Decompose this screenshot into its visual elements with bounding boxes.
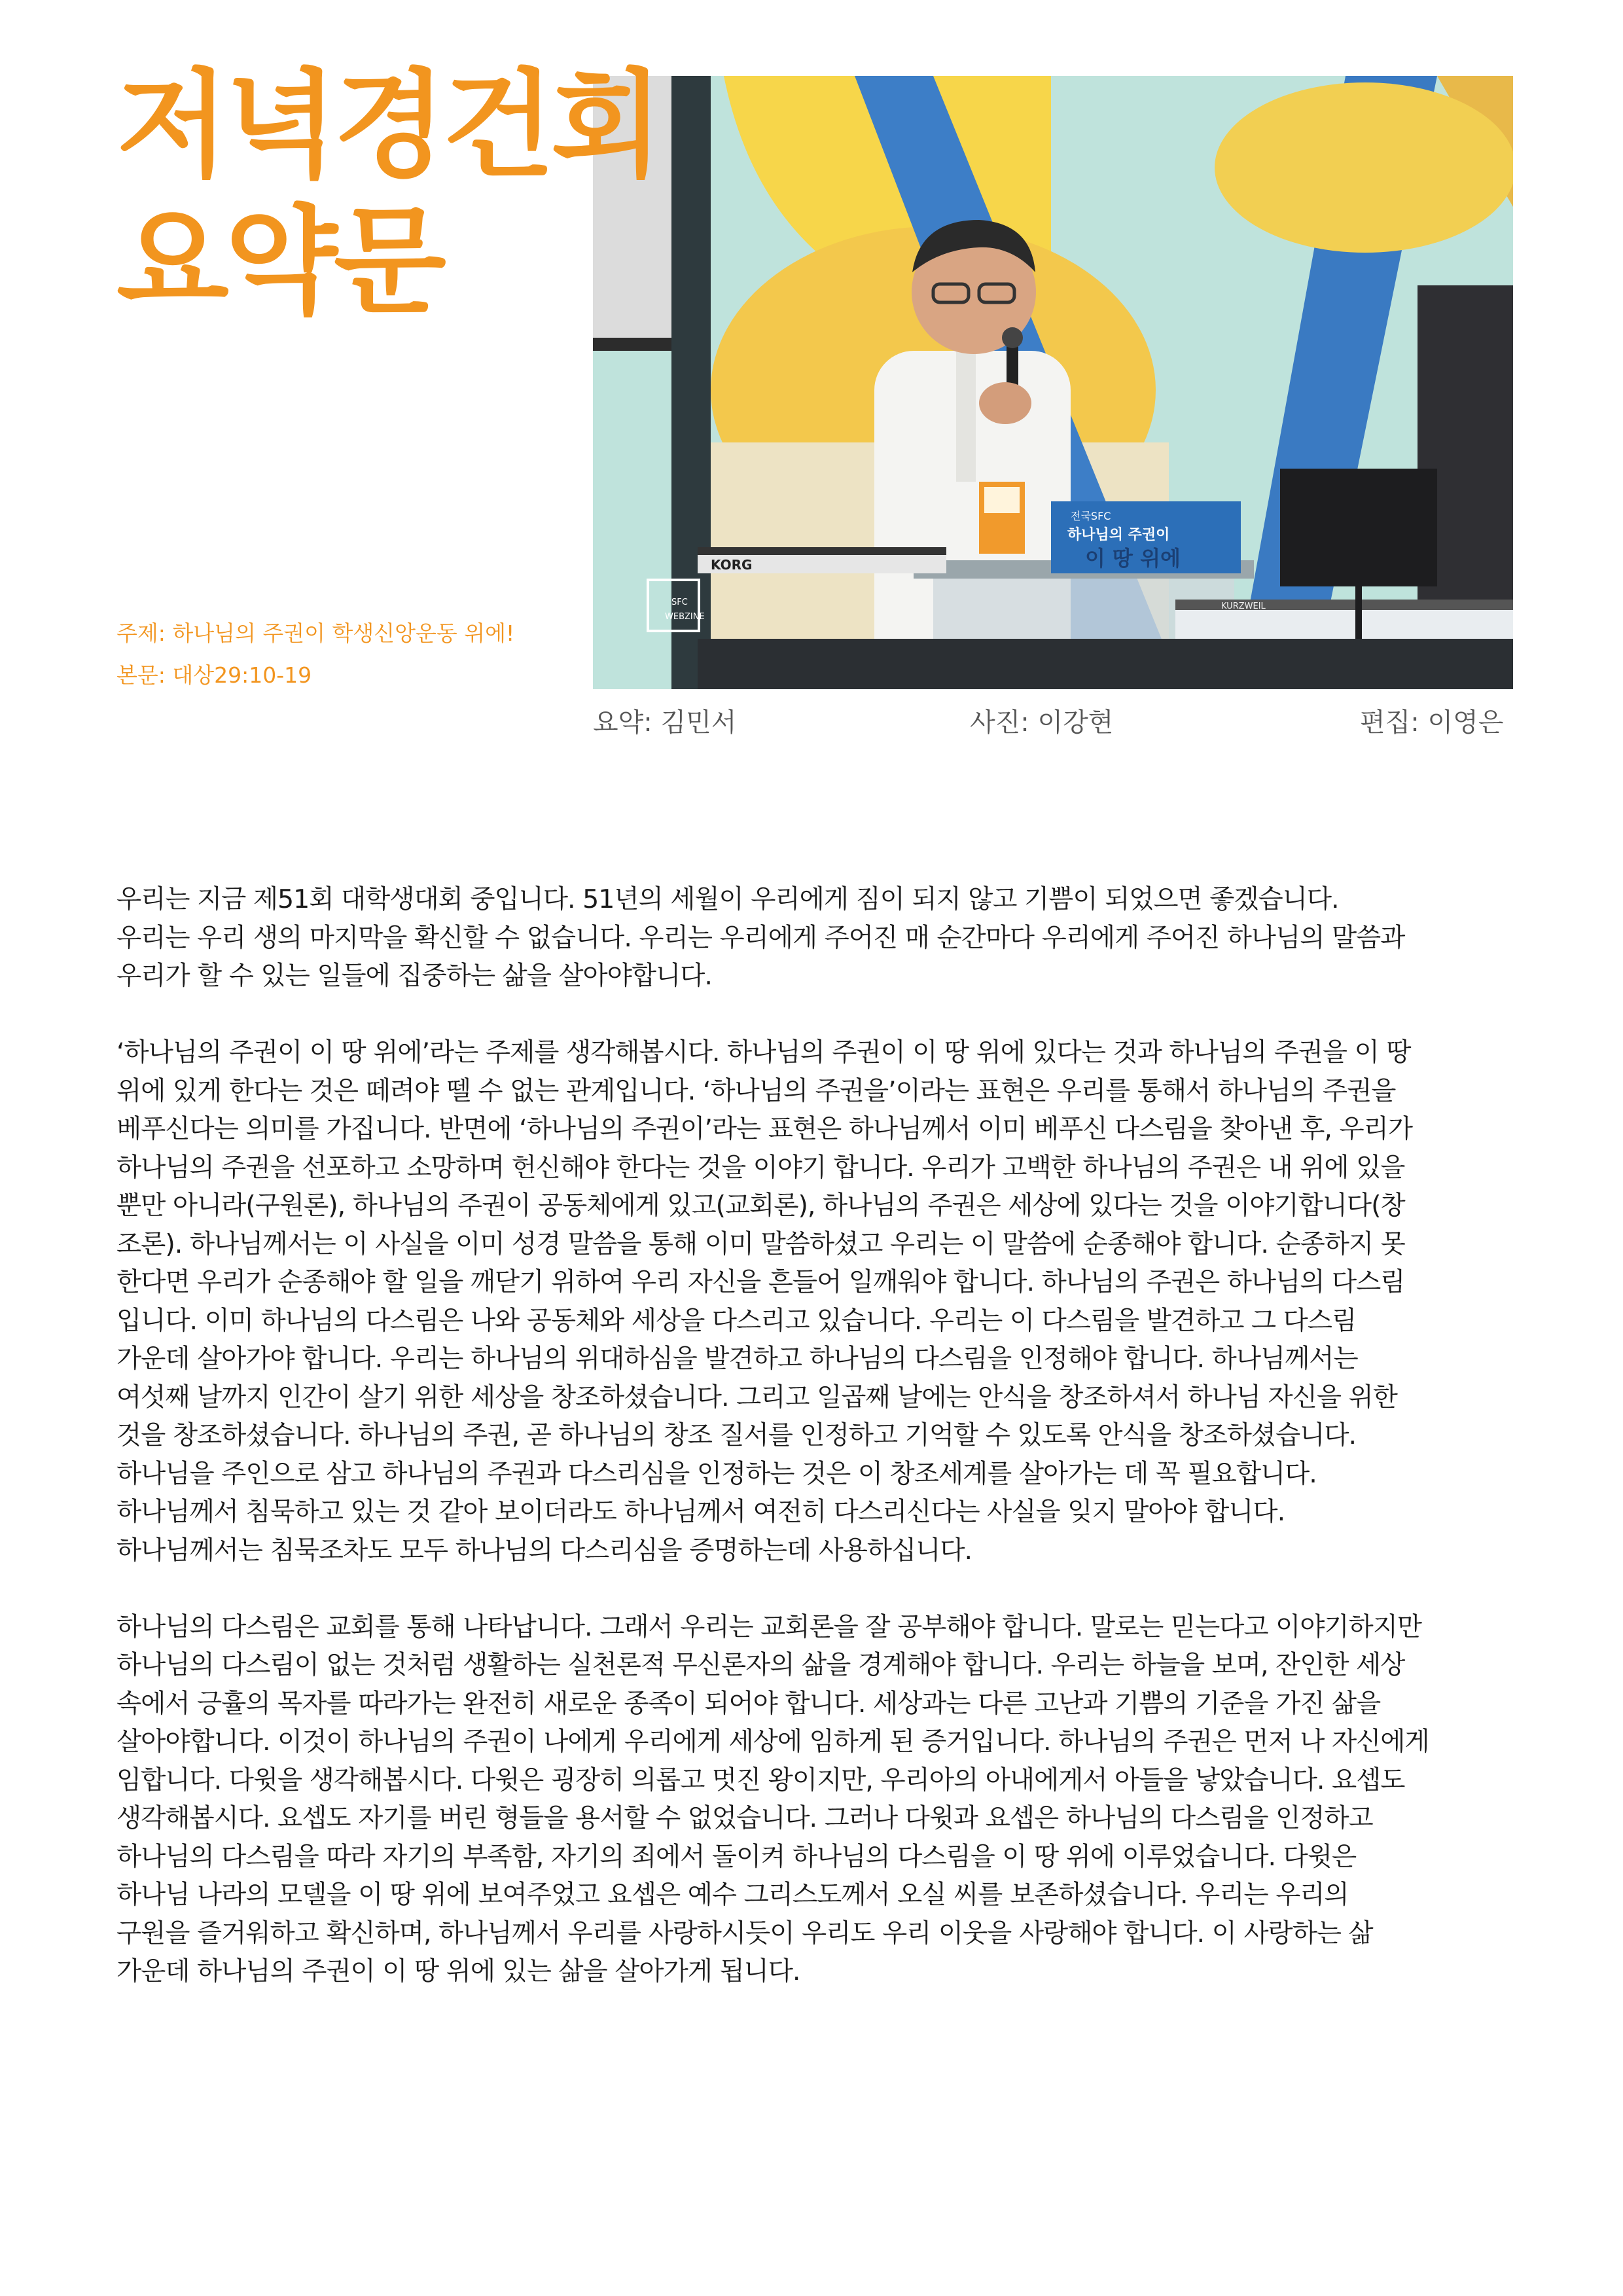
credit-editor: 편집: 이영은 [1360, 708, 1504, 738]
title-line-1: 저녁경건회 [116, 58, 660, 193]
paragraph-1: 우리는 지금 제51회 대학생대회 중입니다. 51년의 세월이 우리에게 짐이 되지 않고 기쁨이 되었으면 좋겠습니다. 우리는 우리 생의 마지막을 확신할 수 없습니다. 우리는 우리에게 주어진 매 순간마다 우리에게 주어진 하나님의 말씀과 우리가 할 수 있는 일들에 집중하는 삶을 살아야합니다. [116, 884, 1405, 991]
article-body [116, 880, 1517, 2029]
scripture-line: 본문: 대상29:10-19 [116, 662, 312, 688]
title-line-2: 요약문 [116, 194, 442, 329]
banner-line-2: 이 땅 위에 [1085, 546, 1181, 571]
keyboard-brand-korg: KORG [711, 557, 753, 573]
logo-text-sfc: SFC [671, 598, 688, 607]
speaker-photo-illustration [593, 76, 1513, 689]
banner-small-text: 전국SFC [1071, 510, 1111, 522]
paragraph-2: ‘하나님의 주권이 이 땅 위에’라는 주제를 생각해봅시다. 하나님의 주권이 이 땅 위에 있다는 것과 하나님의 주권을 이 땅 위에 있게 한다는 것은 떼려야 뗄 수 없는 관계입니다. ‘하나님의 주권을’이라는 표현은 우리를 통해서 하나님의 주권을 베푸신다는 의미를 가집니다. 반면에 ‘하나님의 주권이’라는 표현은 하나님께서 이미 베푸신 다스림을 찾아낸 후, 우리가 하나님의 주권을 선포하고 소망하며 헌신해야 한다는 것을 이야기 합니다. 우리가 고백한 하나님의 주권은 내 위에 있을 뿐만 아니라(구원론), 하나님의 주권이 공동체에게 있고(교회론), 하나님의 주권은 세상에 있다는 것을 이야기합니다(창 조론). 하나님께서는 이 사실을 이미 성경 말씀을 통해 이미 말씀하셨고 우리는 이 말씀에 순종해야 합니다. 순종하지 못 한다면 우리가 순종해야 할 일을 깨닫기 위하여 우리 자신을 흔들어 일깨워야 합니다. 하나님의 주권은 하나님의 다스림 입니다. 이미 하나님의 다스림은 나와 공동체와 세상을 다스리고 있습니다. 우리는 이 다스림을 발견하고 그 다스림 가운데 살아가야 합니다. 우리는 하나님의 위대하심을 발견하고 하나님의 다스림을 인정해야 합니다. 하나님께서는 여섯째 날까지 인간이 살기 위한 세상을 창조하셨습니다. 그리고 일곱째 날에는 안식을 창조하셔서 하나님 자신을 위한 것을 창조하셨습니다. 하나님의 주권, 곧 하나님의 창조 질서를 인정하고 기억할 수 있도록 안식을 창조하셨습니다. 하나님을 주인으로 삼고 하나님의 주권과 다스리심을 인정하는 것은 이 창조세계를 살아가는 데 꼭 필요합니다. 하나님께서 침묵하고 있는 것 같아 보이더라도 하나님께서 여전히 다스리신다는 사실을 잊지 말아야 합니다. 하나님께서는 침묵조차도 모두 하나님의 다스리심을 증명하는데 사용하십니다. [116, 1037, 1412, 1566]
paragraph-3: 하나님의 다스림은 교회를 통해 나타납니다. 그래서 우리는 교회론을 잘 공부해야 합니다. 말로는 믿는다고 이야기하지만 하나님의 다스림이 없는 것처럼 생활하는 실천론적 무신론자의 삶을 경계해야 합니다. 우리는 하늘을 보며, 잔인한 세상 속에서 긍휼의 목자를 따라가는 완전히 새로운 종족이 되어야 합니다. 세상과는 다른 고난과 기쁨의 기준을 가진 삶을 살아야합니다. 이것이 하나님의 주권이 나에게 우리에게 세상에 임하게 된 증거입니다. 하나님의 주권은 먼저 나 자신에게 임합니다. 다윗을 생각해봅시다. 다윗은 굉장히 의롭고 멋진 왕이지만, 우리아의 아내에게서 아들을 낳았습니다. 요셉도 생각해봅시다. 요셉도 자기를 버린 형들을 용서할 수 없었습니다. 그러나 다윗과 요셉은 하나님의 다스림을 인정하고 하나님의 다스림을 따라 자기의 부족함, 자기의 죄에서 돌이켜 하나님의 다스림을 이 땅 위에 이루었습니다. 다윗은 하나님 나라의 모델을 이 땅 위에 보여주었고 요셉은 예수 그리스도께서 오실 씨를 보존하셨습니다. 우리는 우리의 구원을 즐거워하고 확신하며, 하나님께서 우리를 사랑하시듯이 우리도 우리 이웃을 사랑해야 합니다. 이 사랑하는 삶 가운데 하나님의 주권이 이 땅 위에 있는 삶을 살아가게 됩니다. [116, 1611, 1429, 1986]
logo-text-webzine: WEBZINE [665, 612, 705, 622]
keyboard-brand-kurzweil: KURZWEIL [1221, 601, 1266, 611]
credit-summary: 요약: 김민서 [593, 708, 737, 738]
page-title [116, 58, 660, 330]
speaker-photo [593, 76, 1513, 689]
banner-line-1: 하나님의 주권이 [1067, 527, 1170, 543]
credit-photo: 사진: 이강현 [970, 708, 1114, 738]
topic-line: 주제: 하나님의 주권이 학생신앙운동 위에! [116, 620, 515, 646]
